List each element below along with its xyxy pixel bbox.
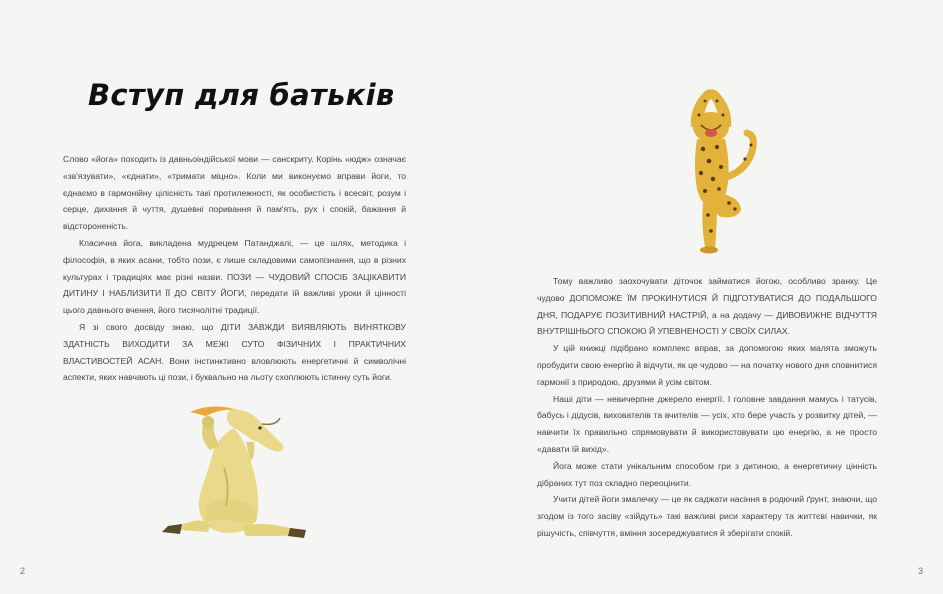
paragraph: Наші діти — невичерпне джерело енергії. І головне завдання мамусь і татусів, бабусь і дідусів, вихователів та вчителів — усіх, хто бере участь у розвитку дітей, — навчити їх правильно спрямовувати й використовувати цю енергію, а не просто «давати їй вихід». <box>537 393 877 454</box>
left-page <box>0 0 471 594</box>
paragraph: Йога може стати унікальним способом гри з дитиною, а енергетичну цінність дібраних тут поз складно переоцінити. <box>537 460 877 488</box>
paragraph: Учити дітей йоги змалечку — це як саджати насіння в родючий ґрунт, знаючи, що згодом із того засіву «зійдуть» такі важливі риси характеру та життєві навички, як рішучість, співчуття, вміння зосереджуватися й зберігати спокій. <box>537 494 877 538</box>
page-title: Вступ для батьків <box>88 78 395 112</box>
paragraph: Я зі свого досвіду знаю, що ДІТИ ЗАВЖДИ ВИЯВЛЯЮТЬ ВИНЯТКОВУ ЗДАТНІСТЬ ВИХОДИТИ ЗА МЕЖІ СУТО ФІЗИЧНИХ І ПРАКТИЧНИХ ВЛАСТИВОСТЕЙ АСАН. Вони інстинктивно вловлюють енергетичні й символічні аспекти, яких навчають ці пози, і буквально на льоту схоплюють істинну суть йоги. <box>63 321 406 383</box>
goat-illustration-icon <box>150 398 310 540</box>
paragraph: У цій книжці підібрано комплекс вправ, за допомогою яких малята зможуть пробудити свою енергію й відчути, як це чудово — на початку нового дня сповнитися гармонії з природою, друзями й усім світом. <box>537 343 877 387</box>
paragraph: Тому важливо заохочувати діточок займатися йогою, особливо зранку. Це чудово ДОПОМОЖЕ ЇМ ПРОКИНУТИСЯ Й ПІДГОТУВАТИСЯ ДО ПОДАЛЬШОГО ДНЯ, ПОДАРУЄ ПОЗИТИВНИЙ НАСТРІЙ, а на додачу — ДИВОВИЖНЕ ВІДЧУТТЯ ВНУТРІШНЬОГО СПОКОЮ Й УПЕВНЕНОСТІ У СВОЇХ СИЛАХ. <box>537 276 877 337</box>
paragraph: Слово «йога» походить із давньоіндійської мови — санскриту. Корінь «юдж» означає «зв'язувати», «єднати», «тримати міцно». Коли ми виконуємо вправи йоги, то єднаємо в гармонійну цілісність такі протилежності, як особистість і всесвіт, розум і серце, дихання й чуття, душевні поривання й пам'ять, рух і спокій, бажання й відстороненість. <box>63 154 406 232</box>
right-text-block <box>537 273 877 542</box>
leopard-illustration-icon <box>661 85 761 255</box>
paragraph: Класична йога, викладена мудрецем Патанджалі, — це шлях, методика і філософія, в яких асани, тобто пози, є лише складовими самопізнання, що в різних культурах і традиціях має різні назви. ПОЗИ — ЧУДОВИЙ СПОСІБ ЗАЦІКАВИТИ ДИТИНУ І НАБЛИЗИТИ ЇЇ ДО СВІТУ ЙОГИ, передати їй важливі уроки й цінності цього давнього вчення, його тисячолітні традиції. <box>63 237 406 316</box>
page-number: 3 <box>917 566 923 576</box>
page-number: 2 <box>20 566 26 576</box>
right-page <box>471 0 943 594</box>
left-text-block <box>63 151 406 386</box>
